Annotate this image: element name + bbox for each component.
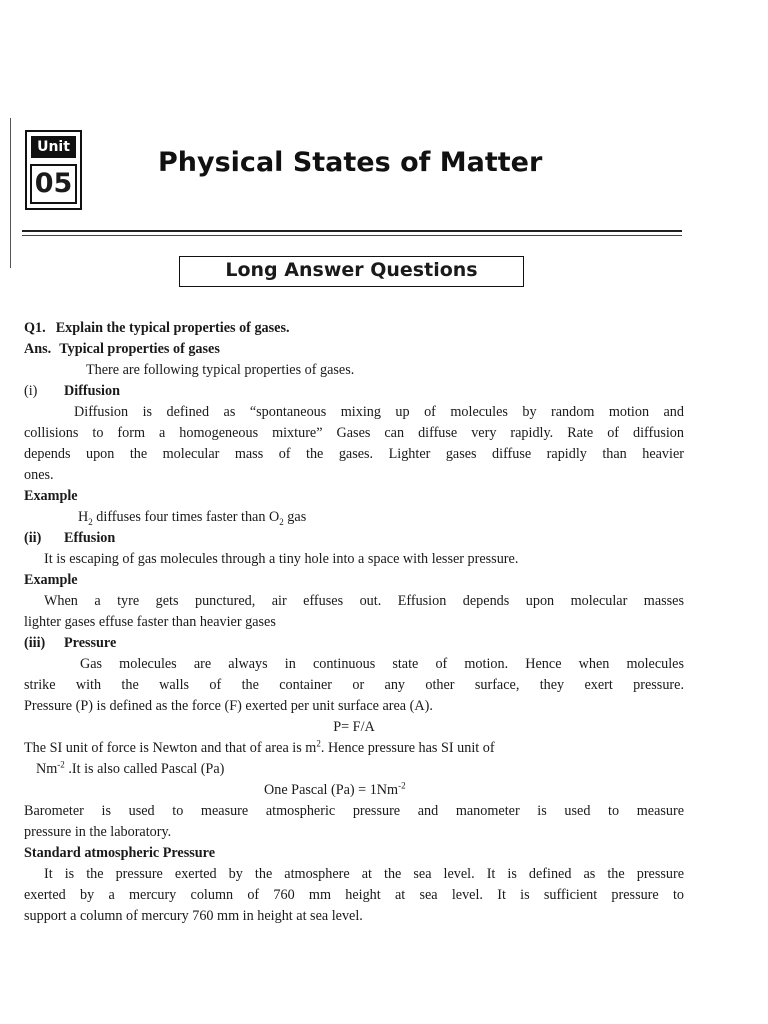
answer-title: Typical properties of gases <box>59 341 220 357</box>
oxygen-subscript: 2 <box>279 516 284 527</box>
margin-rule <box>10 118 11 268</box>
pascal-unit-line <box>24 759 684 780</box>
pressure-heading-line <box>24 633 684 654</box>
pressure-heading: Pressure <box>64 635 117 651</box>
pascal-definition <box>24 780 684 801</box>
standard-pressure-heading: Standard atmospheric Pressure <box>24 845 216 861</box>
diffusion-line-1: Diffusion is defined as “spontaneous mixing up of molecules by random motion and <box>74 404 684 420</box>
diffusion-heading: Diffusion <box>64 383 120 399</box>
effusion-number: (ii) <box>24 530 42 546</box>
pressure-line-1: Gas molecules are always in continuous state of motion. Hence when molecules <box>80 656 684 672</box>
nm-superscript: -2 <box>57 759 65 770</box>
question-text: Explain the typical properties of gases. <box>55 320 290 336</box>
barometer-line-2: pressure in the laboratory. <box>24 824 172 840</box>
si-superscript: 2 <box>316 738 321 749</box>
unit-badge <box>25 130 82 210</box>
pressure-line-3: Pressure (P) is defined as the force (F) exerted per unit surface area (A). <box>24 698 433 714</box>
effusion-example-line-2: lighter gases effuse faster than heavier gases <box>24 614 276 630</box>
effusion-heading-line <box>24 528 684 549</box>
effusion-line-1: It is escaping of gas molecules through a tiny hole into a space with lesser pressure. <box>44 551 519 567</box>
diffusion-example <box>24 507 684 528</box>
pressure-formula: P= F/A <box>333 719 375 735</box>
diffusion-line-3: depends upon the molecular mass of the gases. Lighter gases diffuse rapidly than heavier <box>24 446 684 462</box>
question-line <box>24 318 684 339</box>
barometer-line-1: Barometer is used to measure atmospheric pressure and manometer is used to measure <box>24 803 684 819</box>
section-heading: Long Answer Questions <box>179 256 524 287</box>
chapter-title: Physical States of Matter <box>158 147 543 178</box>
effusion-example-label: Example <box>24 572 78 588</box>
pressure-line-2: strike with the walls of the container or any other surface, they exert pressure. <box>24 677 684 693</box>
hydrogen-symbol: H <box>78 509 89 525</box>
diffusion-line-4: ones. <box>24 467 54 483</box>
nm-text-end: .It is also called Pascal (Pa) <box>64 761 225 777</box>
unit-label: Unit <box>31 136 76 158</box>
title-divider-thin <box>22 235 682 236</box>
example-text: diffuses four times faster than O <box>92 509 280 525</box>
diffusion-line-2: collisions to form a homogeneous mixture” Gases can diffuse very rapidly. Rate of diffusion <box>24 425 684 441</box>
question-number: Q1. <box>24 320 46 336</box>
si-unit-line <box>24 738 684 759</box>
pascal-superscript: -2 <box>398 780 406 791</box>
pressure-number: (iii) <box>24 635 46 651</box>
effusion-example-line-1: When a tyre gets punctured, air effuses out. Effusion depends upon molecular masses <box>44 593 684 609</box>
diffusion-number: (i) <box>24 383 38 399</box>
answer-intro: There are following typical properties of gases. <box>86 362 355 378</box>
effusion-heading: Effusion <box>64 530 116 546</box>
answer-label: Ans. <box>24 341 52 357</box>
diffusion-heading-line <box>24 381 684 402</box>
title-divider <box>22 230 682 232</box>
unit-number: 05 <box>30 164 77 204</box>
si-text: The SI unit of force is Newton and that of area is m <box>24 740 317 756</box>
nm-text: Nm <box>36 761 58 777</box>
page-body <box>24 318 684 927</box>
standard-line-1: It is the pressure exerted by the atmosphere at the sea level. It is defined as the pressure <box>44 866 684 882</box>
hydrogen-subscript: 2 <box>88 516 93 527</box>
diffusion-example-label: Example <box>24 488 78 504</box>
standard-line-3: support a column of mercury 760 mm in height at sea level. <box>24 908 363 924</box>
standard-line-2: exerted by a mercury column of 760 mm height at sea level. It is sufficient pressure to <box>24 887 684 903</box>
pascal-text: One Pascal (Pa) = 1Nm <box>264 782 399 798</box>
example-text-end: gas <box>283 509 307 525</box>
answer-line <box>24 339 684 360</box>
si-text-end: . Hence pressure has SI unit of <box>320 740 495 756</box>
